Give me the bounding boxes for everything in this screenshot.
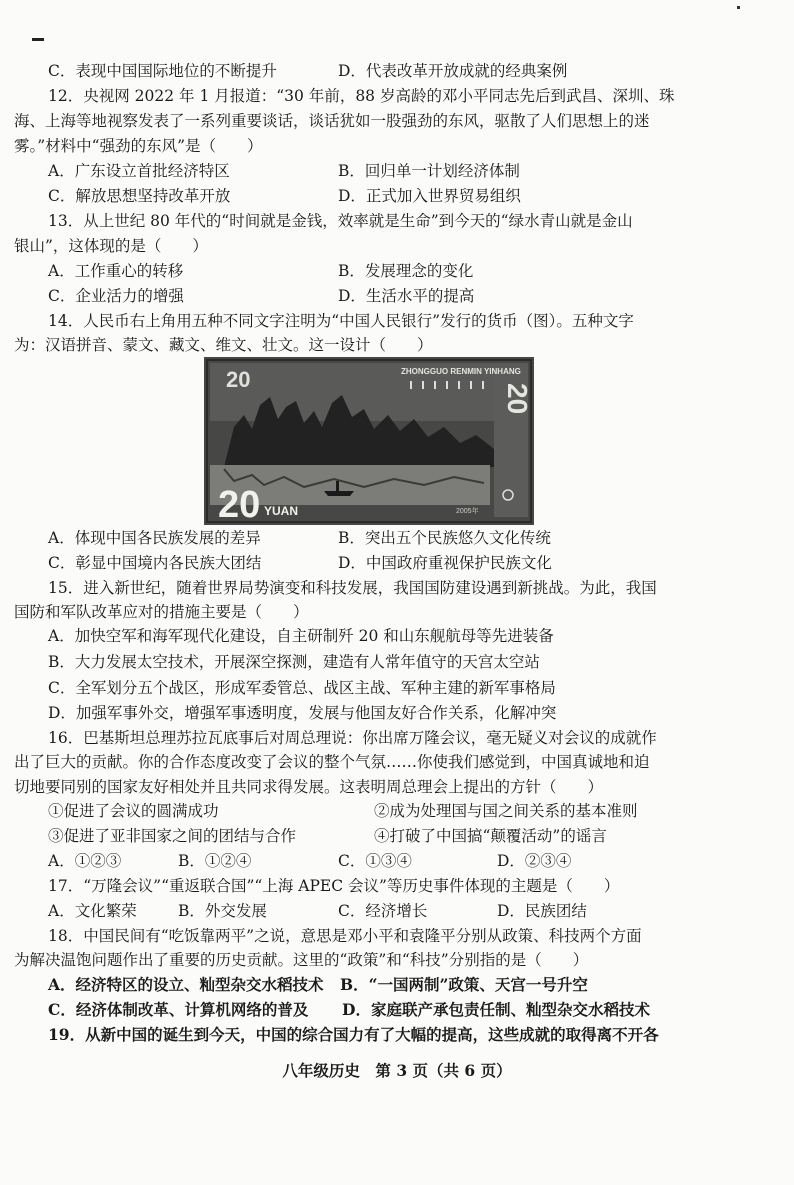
q16-statement-1: ①促进了会议的圆满成功 (48, 802, 219, 820)
banknote-image (204, 357, 534, 525)
q16-option-d: D．②③④ (497, 852, 572, 870)
q12-stem-line2: 海、上海等地视察发表了一系列重要谈话，谈话犹如一股强劲的东风，驱散了人们思想上的迷 (14, 112, 650, 130)
script-mark (446, 381, 448, 389)
q17-option-b: B．外交发展 (178, 902, 267, 920)
q16-statement-4: ④打破了中国搞“颠覆活动”的谣言 (374, 827, 607, 845)
q14-option-a: A．体现中国各民族发展的差异 (48, 529, 261, 547)
q12-stem-line3: 雾。”材料中“强劲的东风”是（ ） (14, 137, 263, 155)
q14-stem-line1: 14．人民币右上角用五种不同文字注明为“中国人民银行”发行的货币（图）。五种文字 (48, 312, 634, 330)
q14-stem-line2: 为：汉语拼音、蒙文、藏文、维文、壮文。这一设计（ ） (14, 336, 433, 354)
q18-stem-line1: 18．中国民间有“吃饭靠两平”之说，意思是邓小平和袁隆平分别从政策、科技两个方面 (48, 927, 642, 945)
page-footer: 八年级历史 第 3 页（共 6 页） (282, 1061, 512, 1080)
q17-option-a: A．文化繁荣 (48, 902, 137, 920)
q15-stem-line2: 国防和军队改革应对的措施主要是（ ） (14, 603, 309, 621)
q16-option-c: C．①③④ (338, 852, 412, 870)
q11-option-d: D．代表改革开放成就的经典案例 (338, 62, 568, 80)
q15-option-d: D．加强军事外交，增强军事透明度，发展与他国友好合作关系，化解冲突 (48, 704, 557, 722)
q18-option-c: C．经济体制改革、计算机网络的普及 (48, 1000, 309, 1019)
q12-stem-line1: 12．央视网 2022 年 1 月报道：“30 年前，88 岁高龄的邓小平同志先后到武昌、深圳、珠 (48, 87, 675, 105)
banknote-pinyin: ZHONGGUO RENMIN YINHANG (401, 367, 521, 376)
q16-option-b: B．①②④ (178, 852, 252, 870)
q15-stem-line1: 15．进入新世纪，随着世界局势演变和科技发展，我国国防建设遇到新挑战。为此，我国 (48, 579, 657, 597)
q17-option-d: D．民族团结 (497, 902, 587, 920)
banknote-art (204, 357, 534, 525)
q13-option-b: B．发展理念的变化 (338, 262, 474, 280)
q12-option-c: C．解放思想坚持改革开放 (48, 187, 231, 205)
q18-stem-line2: 为解决温饱问题作出了重要的历史贡献。这里的“政策”和“科技”分别指的是（ ） (14, 951, 589, 969)
q16-stem-line1: 16．巴基斯坦总理苏拉瓦底事后对周总理说：你出席万隆会议，毫无疑义对会议的成就作 (48, 729, 657, 747)
q13-option-d: D．生活水平的提高 (338, 287, 475, 305)
q13-option-c: C．企业活力的增强 (48, 287, 184, 305)
script-mark (458, 381, 460, 389)
q15-option-a: A．加快空军和海军现代化建设，自主研制歼 20 和山东舰航母等先进装备 (48, 627, 554, 645)
q12-option-a: A．广东设立首批经济特区 (48, 162, 230, 180)
q13-stem-line1: 13．从上世纪 80 年代的“时间就是金钱，效率就是生命”到今天的“绿水青山就是金山 (48, 212, 633, 230)
script-mark (410, 381, 412, 389)
q13-option-a: A．工作重心的转移 (48, 262, 184, 280)
q18-option-b: B．“一国两制”政策、天宫一号升空 (340, 975, 588, 994)
banknote-main-denomination: 20 (218, 484, 261, 525)
q14-option-b: B．突出五个民族悠久文化传统 (338, 529, 551, 547)
q17-stem-line1: 17．“万隆会议”“重返联合国”“上海 APEC 会议”等历史事件体现的主题是（ ） (48, 877, 620, 895)
q14-option-c: C．彰显中国境内各民族大团结 (48, 554, 262, 572)
banknote-top-denomination: 20 (226, 367, 251, 392)
script-mark (434, 381, 436, 389)
q19-stem-line1: 19．从新中国的诞生到今天，中国的综合国力有了大幅的提高，这些成就的取得离不开各 (48, 1025, 659, 1044)
banknote-side-denomination: 20 (502, 383, 533, 415)
q18-option-a: A．经济特区的设立、籼型杂交水稻技术 (48, 975, 324, 994)
q12-option-b: B．回归单一计划经济体制 (338, 162, 520, 180)
scan-mark (32, 38, 44, 41)
q16-option-a: A．①②③ (48, 852, 122, 870)
banknote-boat (324, 491, 354, 496)
q16-stem-line2: 出了巨大的贡献。你的合作态度改变了会议的整个气氛……你使我们感觉到，中国真诚地和迫 (14, 753, 650, 771)
q15-option-b: B．大力发展太空技术，开展深空探测，建造有人常年值守的天宫太空站 (48, 653, 540, 671)
q16-statement-2: ②成为处理国与国之间关系的基本准则 (374, 802, 638, 820)
q15-option-c: C．全军划分五个战区，形成军委管总、战区主战、军种主建的新军事格局 (48, 679, 556, 697)
q13-stem-line2: 银山”，这体现的是（ ） (14, 237, 208, 255)
script-mark (470, 381, 472, 389)
q16-statement-3: ③促进了亚非国家之间的团结与合作 (48, 827, 297, 845)
q16-stem-line3: 切地要同别的国家友好相处并且共同求得发展。这表明周总理会上提出的方针（ ） (14, 778, 604, 796)
script-mark (482, 381, 484, 389)
banknote-year: 2005年 (456, 508, 479, 515)
banknote-fisherman (336, 481, 339, 491)
q18-option-d: D．家庭联产承包责任制、籼型杂交水稻技术 (342, 1000, 650, 1019)
q11-option-c: C．表现中国国际地位的不断提升 (48, 62, 277, 80)
banknote-yuan: YUAN (264, 504, 299, 518)
script-mark (422, 381, 424, 389)
scan-speck (737, 6, 740, 9)
q17-option-c: C．经济增长 (338, 902, 428, 920)
q14-option-d: D．中国政府重视保护民族文化 (338, 554, 552, 572)
q12-option-d: D．正式加入世界贸易组织 (338, 187, 521, 205)
